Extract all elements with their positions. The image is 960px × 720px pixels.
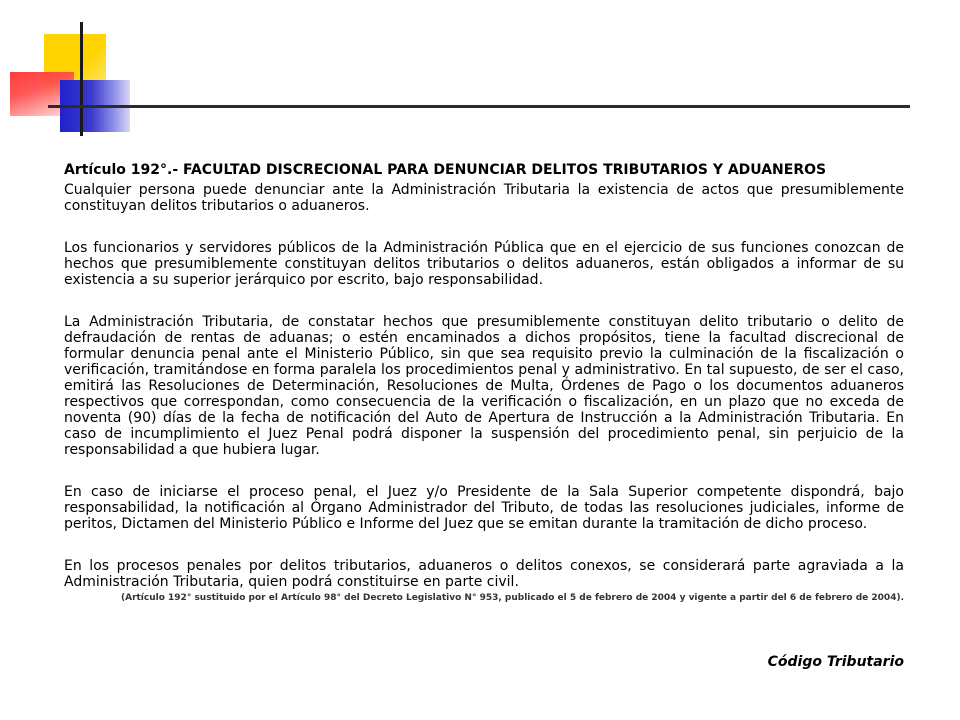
paragraph-3: La Administración Tributaria, de constatar hechos que presumiblemente constituyan delito tributario o delito de defraudación de rentas de aduanas; o estén encaminados a dichos propósitos, tiene la facultad discrecional de formular denuncia penal ante el Ministerio Público, sin que sea requisito previo la culminación de la fiscalización o verificación, tramitándose en forma paralela los procedimientos penal y administrativo. En tal supuesto, de ser el caso, emitirá las Resoluciones de Determinación, Resoluciones de Multa, Órdenes de Pago o los documentos aduaneros respectivos que correspondan, como consecuencia de la verificación o fiscalización, en un plazo que no exceda de noventa (90) días de la fecha de notificación del Auto de Apertura de Instrucción a la Administración Tributaria. En caso de incumplimiento el Juez Penal podrá disponer la suspensión del procedimiento penal, sin perjuicio de la responsabilidad a que hubiera lugar. [64, 314, 904, 458]
paragraph-1: Cualquier persona puede denunciar ante la Administración Tributaria la existencia de actos que presumiblemente constituyan delitos tributarios o aduaneros. [64, 182, 904, 214]
source-label: Código Tributario [767, 654, 904, 670]
decor-horizontal-line [48, 105, 910, 108]
paragraph-5: En los procesos penales por delitos tributarios, aduaneros o delitos conexos, se considerará parte agraviada a la Administración Tributaria, quien podrá constituirse en parte civil. [64, 558, 904, 590]
slide-content [64, 162, 904, 604]
paragraph-4: En caso de iniciarse el proceso penal, el Juez y/o Presidente de la Sala Superior competente dispondrá, bajo responsabilidad, la notificación al Órgano Administrador del Tributo, de todas las resoluciones judiciales, informe de peritos, Dictamen del Ministerio Público e Informe del Juez que se emitan durante la tramitación de dicho proceso. [64, 484, 904, 532]
decor-vertical-line [80, 22, 83, 136]
article-heading: Artículo 192°.- FACULTAD DISCRECIONAL PARA DENUNCIAR DELITOS TRIBUTARIOS Y ADUANEROS [64, 162, 827, 178]
paragraph-2: Los funcionarios y servidores públicos de la Administración Pública que en el ejercicio de sus funciones conozcan de hechos que presumiblemente constituyan delitos tributarios o delitos aduaneros, están obligados a informar de su existencia a su superior jerárquico por escrito, bajo responsabilidad. [64, 240, 904, 288]
amendment-note: (Artículo 192° sustituido por el Artículo 98° del Decreto Legislativo N° 953, publicado el 5 de febrero de 2004 y vigente a partir del 6 de febrero de 2004). [120, 593, 904, 603]
